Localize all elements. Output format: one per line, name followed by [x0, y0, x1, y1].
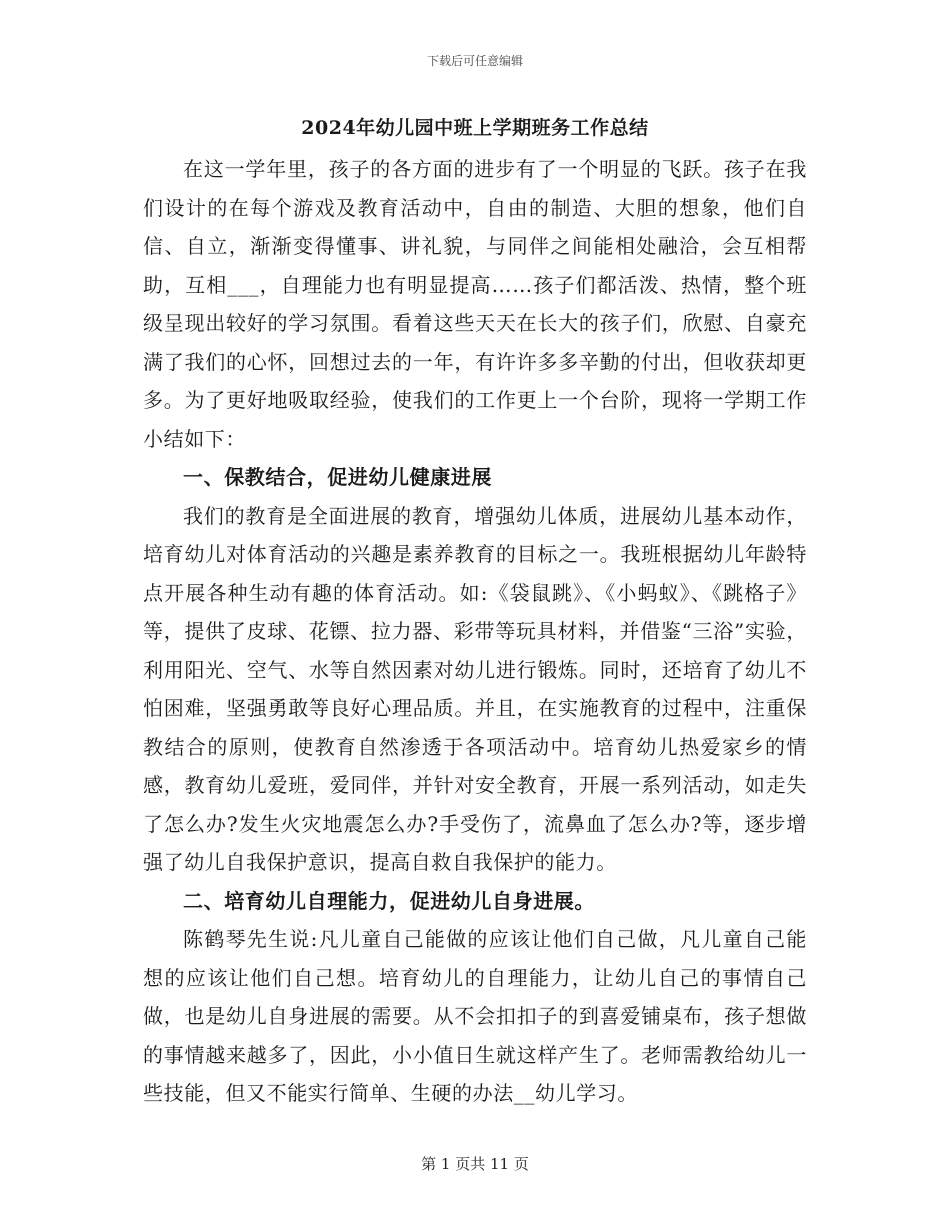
- section-1-paragraph: 我们的教育是全面进展的教育，增强幼儿体质，进展幼儿基本动作，培育幼儿对体育活动的兴趣是素养教育的目标之一。我班根据幼儿年龄特点开展各种生动有趣的体育活动。如:《袋鼠跳》、《小蚂蚁》、《跳格子》等，提供了皮球、花镖、拉力器、彩带等玩具材料，并借鉴“三浴”实验，利用阳光、空气、水等自然因素对幼儿进行锻炼。同时，还培育了幼儿不怕困难，坚强勇敢等良好心理品质。并且，在实施教育的过程中，注重保教结合的原则，使教育自然渗透于各项活动中。培育幼儿热爱家乡的情感，教育幼儿爱班，爱同伴，并针对安全教育，开展一系列活动，如走失了怎么办?发生火灾地震怎么办?手受伤了，流鼻血了怎么办?等，逐步增强了幼儿自我保护意识，提高自救自我保护的能力。: [143, 503, 807, 874]
- document-body: [143, 108, 807, 1113]
- section-2-paragraph: 陈鹤琴先生说:凡儿童自己能做的应该让他们自己做，凡儿童自己能想的应该让他们自己想。培育幼儿的自理能力，让幼儿自己的事情自己做，也是幼儿自身进展的需要。从不会扣扣子的到喜爱铺桌布，孩子想做的事情越来越多了，因此，小小值日生就这样产生了。老师需教给幼儿一些技能，但又不能实行简单、生硬的办法__幼儿学习。: [143, 927, 807, 1105]
- intro-paragraph: 在这一学年里，孩子的各方面的进步有了一个明显的飞跃。孩子在我们设计的在每个游戏及教育活动中，自由的制造、大胆的想象，他们自信、自立，渐渐变得懂事、讲礼貌，与同伴之间能相处融洽，会互相帮助，互相___，自理能力也有明显提高……孩子们都活泼、热情，整个班级呈现出较好的学习氛围。看着这些天天在长大的孩子们，欣慰、自豪充满了我们的心怀，回想过去的一年，有许许多多辛勤的付出，但收获却更多。为了更好地吸取经验，使我们的工作更上一个台阶，现将一学期工作小结如下：: [143, 157, 807, 451]
- page-number-footer: 第 1 页共 11 页: [421, 1155, 529, 1173]
- section-2-heading: 二、培育幼儿自理能力，促进幼儿自身进展。: [183, 888, 595, 913]
- document-title: 2024年幼儿园中班上学期班务工作总结: [301, 117, 649, 139]
- section-1-heading: 一、保教结合，促进幼儿健康进展: [183, 465, 492, 489]
- page-header-note: 下载后可任意编辑: [426, 54, 523, 68]
